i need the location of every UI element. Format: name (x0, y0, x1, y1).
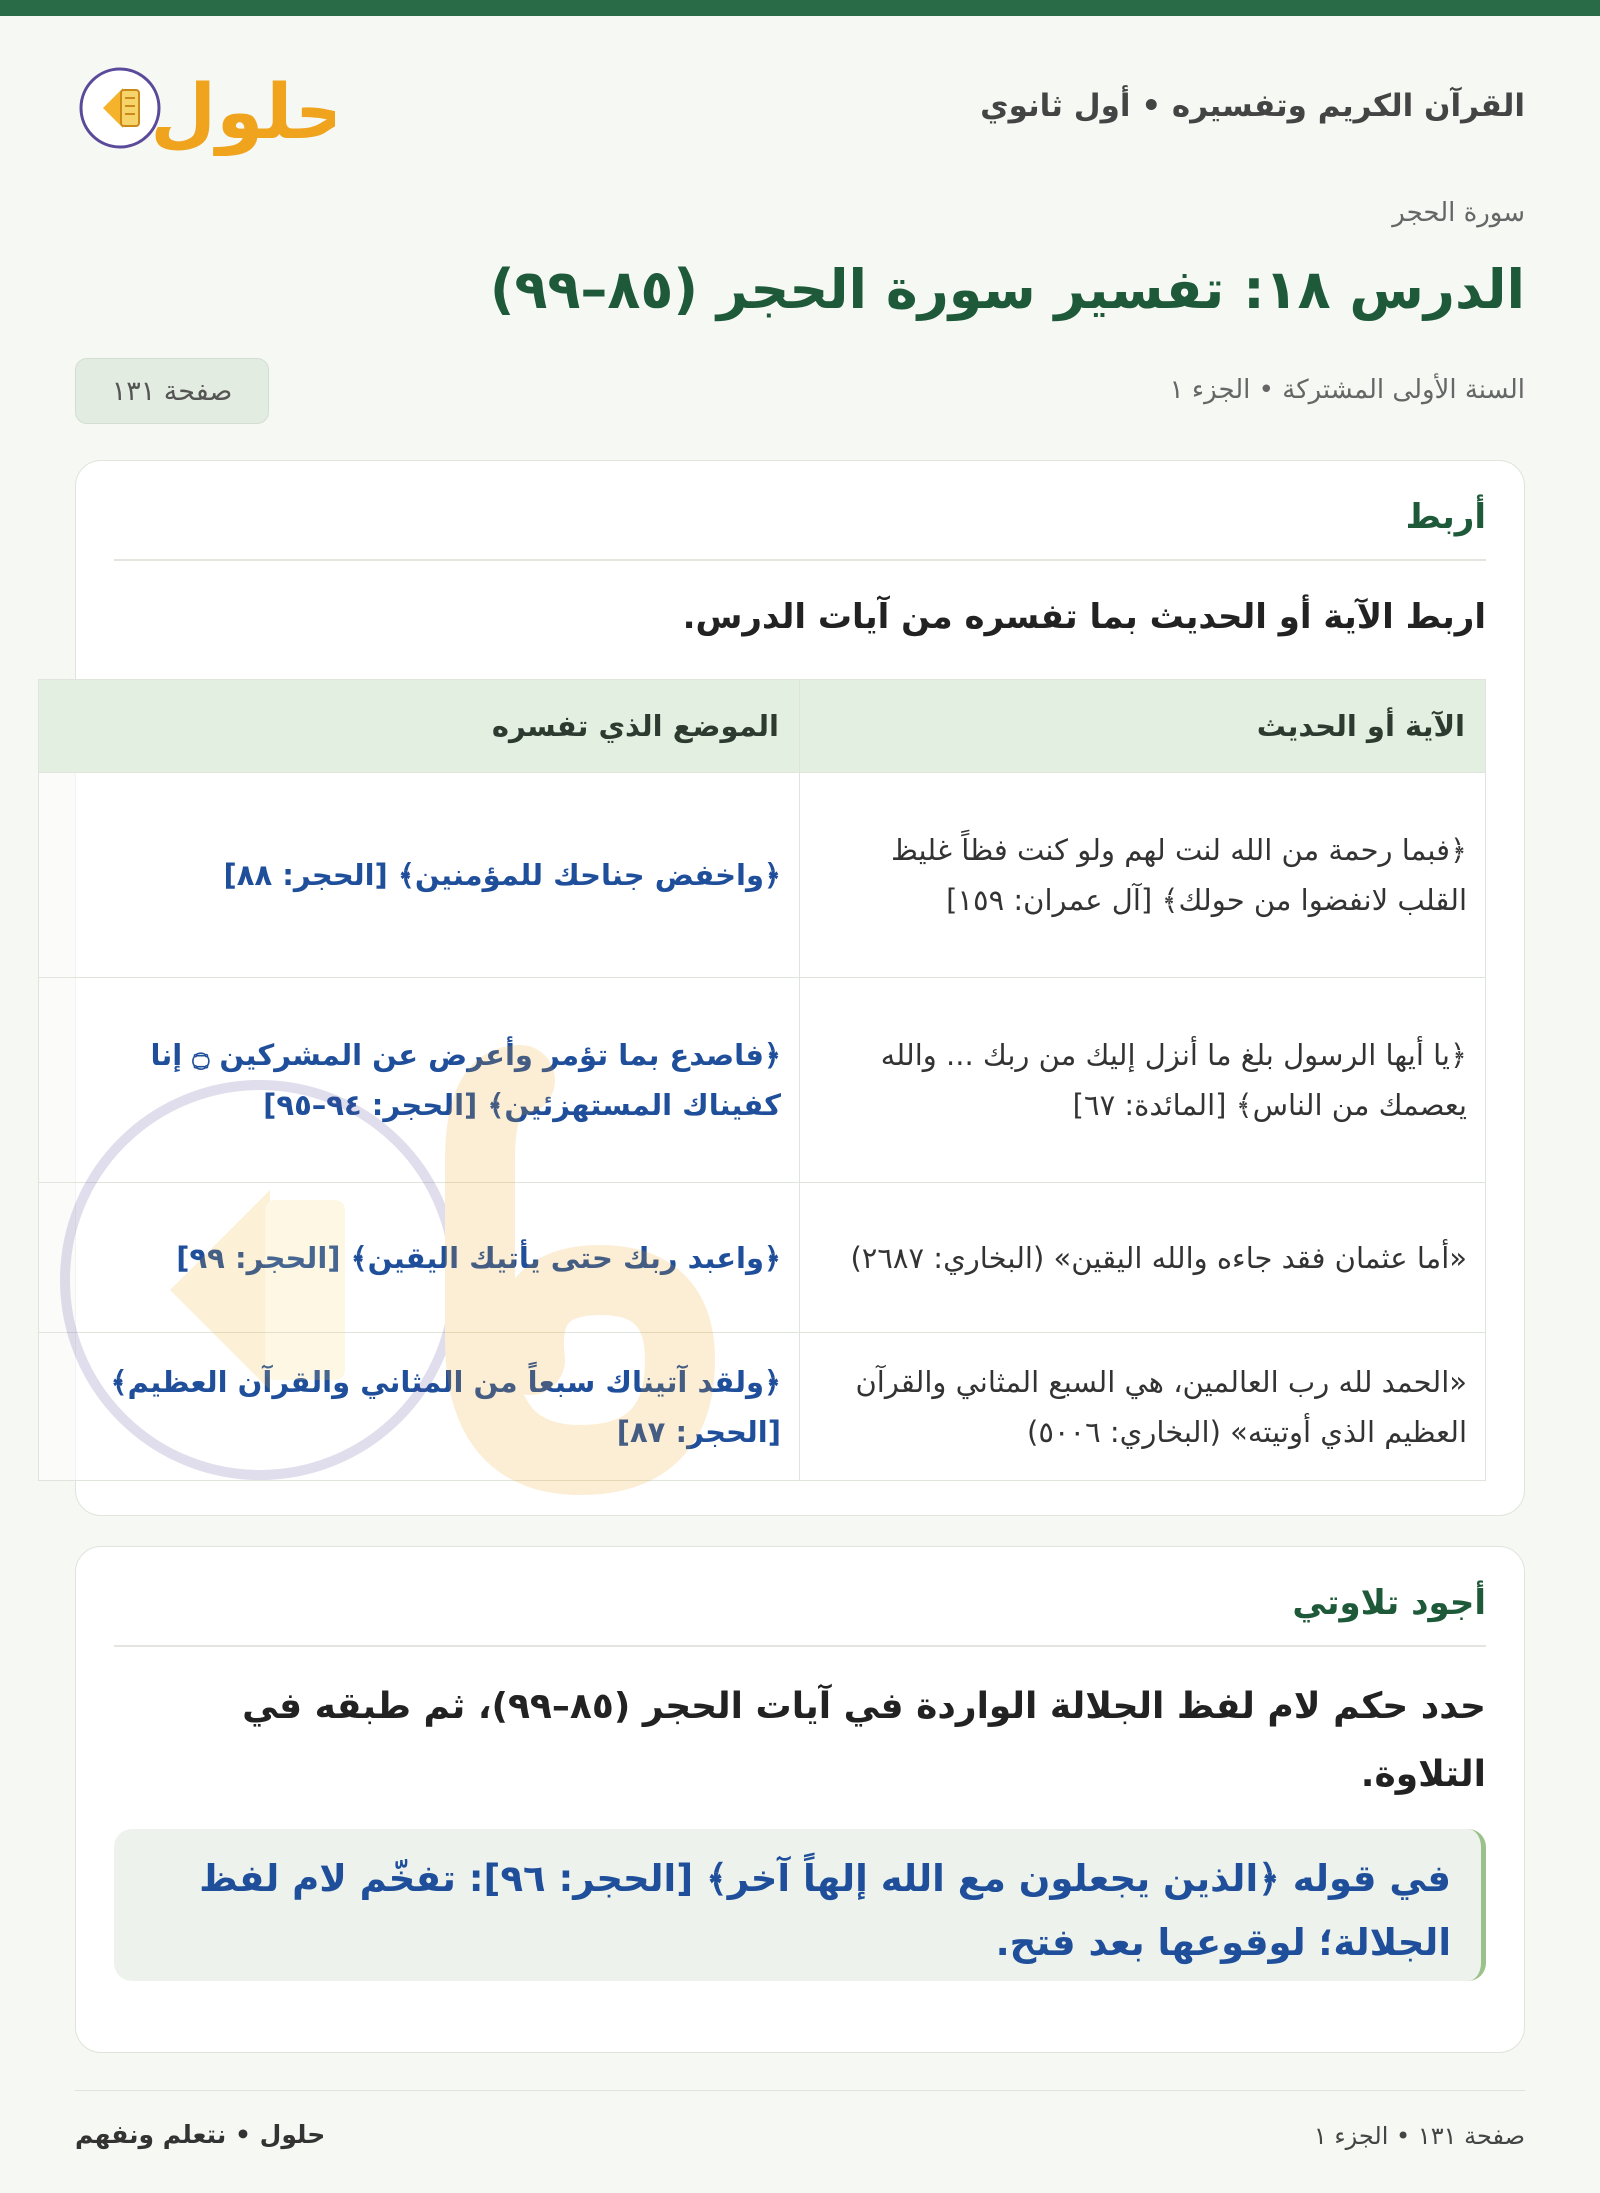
tajweed-card (75, 1546, 1525, 2053)
card-heading: أربط (114, 497, 1486, 561)
table-header-row (39, 680, 1486, 773)
footer-divider (75, 2090, 1525, 2091)
source-cell: «أما عثمان فقد جاءه والله اليقين» (البخاري: ٢٦٨٧) (800, 1183, 1486, 1333)
table-row (39, 978, 1486, 1183)
top-accent-bar (0, 0, 1600, 16)
source-cell: ﴿يا أيها الرسول بلغ ما أنزل إليك من ربك ... والله يعصمك من الناس﴾ [المائدة: ٦٧] (800, 978, 1486, 1183)
hulul-logo (75, 56, 335, 156)
page-number-badge: صفحة ١٣١ (75, 358, 269, 424)
column-header: الموضع الذي تفسره (39, 680, 800, 773)
exercise-instruction: اربط الآية أو الحديث بما تفسره من آيات الدرس. (682, 597, 1486, 637)
exercise-instruction: حدد حكم لام لفظ الجلالة الواردة في آيات الحجر (٨٥–٩٩)، ثم طبقه في التلاوة. (242, 1686, 1486, 1795)
answer-box: في قوله ﴿الذين يجعلون مع الله إلهاً آخر﴾ [الحجر: ٩٦]: تفخّم لام لفظ الجلالة؛ لوقوعها بعد فتح. (114, 1829, 1486, 1981)
page-header (75, 56, 1525, 156)
table-row (39, 1333, 1486, 1481)
book-title: القرآن الكريم وتفسيره • أول ثانوي (980, 88, 1525, 124)
target-cell: ﴿واخفض جناحك للمؤمنين﴾ [الحجر: ٨٨] (39, 773, 800, 978)
link-exercise-card (75, 460, 1525, 1516)
course-meta: السنة الأولى المشتركة • الجزء ١ (1169, 375, 1525, 405)
source-cell: «الحمد لله رب العالمين، هي السبع المثاني والقرآن العظيم الذي أوتيته» (البخاري: ٥٠٠٦) (800, 1333, 1486, 1481)
target-cell: ﴿فاصدع بما تؤمر وأعرض عن المشركين ۝ إنا كفيناك المستهزئين﴾ [الحجر: ٩٤–٩٥] (39, 978, 800, 1183)
footer-brand: حلول • نتعلم ونفهم (75, 2120, 326, 2149)
matching-table (38, 679, 1486, 1481)
footer-page-info: صفحة ١٣١ • الجزء ١ (1313, 2122, 1525, 2150)
column-header: الآية أو الحديث (800, 680, 1486, 773)
page-title: الدرس ١٨: تفسير سورة الحجر (٨٥–٩٩) (489, 258, 1525, 321)
source-cell: ﴿فبما رحمة من الله لنت لهم ولو كنت فظاً غليظ القلب لانفضوا من حولك﴾ [آل عمران: ١٥٩] (800, 773, 1486, 978)
target-cell: ﴿ولقد آتيناك سبعاً من المثاني والقرآن العظيم﴾ [الحجر: ٨٧] (39, 1333, 800, 1481)
table-row (39, 1183, 1486, 1333)
logo-wordmark: حلول (150, 67, 335, 156)
breadcrumb: سورة الحجر (1392, 198, 1525, 228)
target-cell: ﴿واعبد ربك حتى يأتيك اليقين﴾ [الحجر: ٩٩] (39, 1183, 800, 1333)
table-row (39, 773, 1486, 978)
card-heading: أجود تلاوتي (114, 1583, 1486, 1647)
